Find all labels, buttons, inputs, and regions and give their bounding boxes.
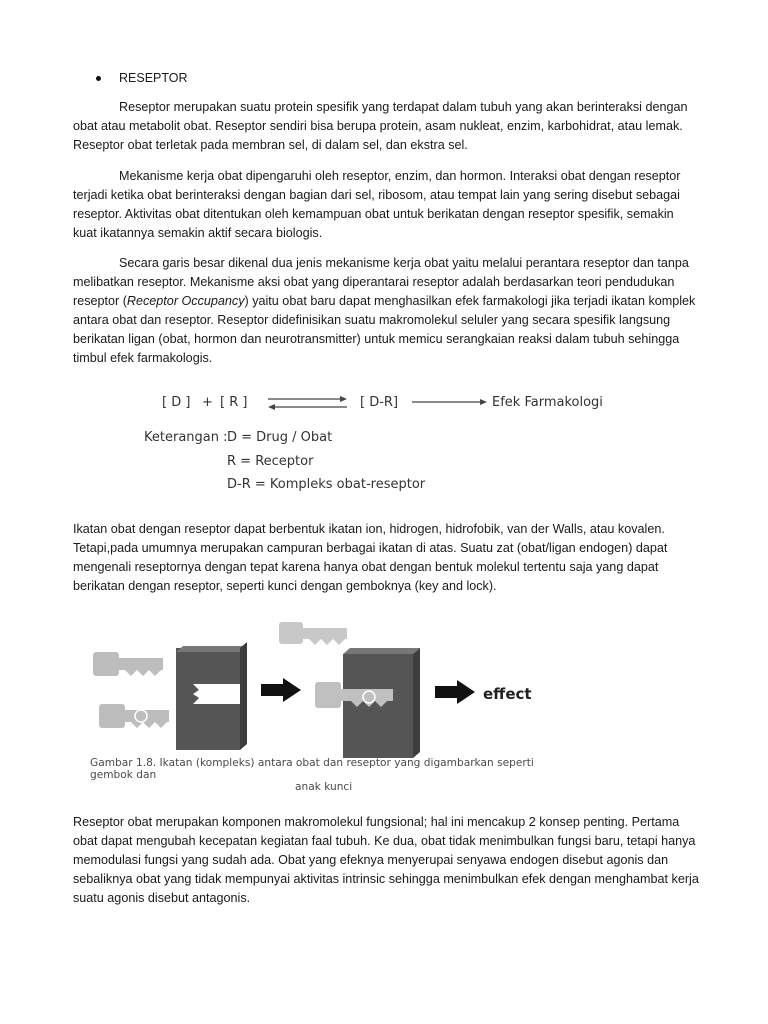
receptor-term: [ R ] (220, 395, 248, 410)
legend-item: D = Drug / Obat (227, 430, 333, 445)
effect-label: effect (483, 685, 532, 703)
paragraph-4-text: Ikatan obat dengan reseptor dapat berbentuk ikatan ion, hidrogen, hidrofobik, van der Walls, atau kovalen. Tetapi,pada umumnya merupakan campuran berbagai ikatan di atas. Suatu zat (obat/ligan endogen) dapat mengenali reseptornya dengan tepat karena hanya obat dengan bentuk molekul tertentu saja yang dapat berikatan dengan reseptor, seperti kunci dengan gemboknya (key and lock). (73, 522, 668, 593)
paragraph-4 (73, 520, 699, 596)
drug-term: [ D ] (162, 395, 191, 410)
effect-term: Efek Farmakologi (492, 395, 603, 410)
complex-term: [ D-R] (360, 395, 399, 410)
keterangan-label: Keterangan : (144, 430, 228, 445)
key-icon (279, 622, 347, 645)
legend-item: R = Receptor (227, 454, 314, 469)
key-icon (93, 652, 163, 676)
key-icon (99, 704, 169, 728)
arrow-icon (261, 678, 301, 702)
paragraph-3-emphasis: Receptor Occupancy (126, 294, 245, 308)
paragraph-3-text-b: ) yaitu obat baru dapat menghasilkan efek farmakologi jika terjadi ikatan komplek antara obat dan reseptor. Reseptor didefinisikan suatu makromolekul seluler yang secara spesifik langsung berikatan ligan (obat, hormon dan neurotransmitter) untuk memicu serangkaian reaksi dalam tubuh sehingga timbul efek farmakologis. (73, 294, 696, 365)
plus-sign: + (202, 395, 213, 410)
paragraph-3 (73, 254, 699, 368)
paragraph-2-text: Mekanisme kerja obat dipengaruhi oleh reseptor, enzim, dan hormon. Interaksi obat dengan reseptor terjadi ketika obat berinteraksi dengan bagian dari sel, ribosom, atau tempat lain yang sering disebut sebagai reseptor. Aktivitas obat ditentukan oleh kemampuan obat untuk berikatan dengan reseptor spesifik, semakin kuat ikatannya semakin aktif secara biologis. (73, 169, 681, 240)
heading-text: RESEPTOR (119, 71, 188, 85)
paragraph-1 (73, 98, 699, 155)
arrow-icon (435, 680, 475, 704)
paragraph-3-text-a: Secara garis besar dikenal dua jenis mekanisme kerja obat yaitu melalui perantara reseptor dan tanpa melibatkan reseptor. Mekanisme aksi obat yang diperantarai reseptor adalah berdasarkan teori pendudukan reseptor ( (73, 256, 689, 308)
key-lock-figure (73, 612, 555, 793)
figure-caption (90, 757, 560, 793)
paragraph-5-text: Reseptor obat merupakan komponen makromolekul fungsional; hal ini mencakup 2 konsep penting. Pertama obat dapat mengubah kecepatan kegiatan faal tubuh. Ke dua, obat tidak menimbulkan fungsi baru, tetapi hanya memodulasi fungsi yang sudah ada. Obat yang efeknya menyerupai senyawa endogen disebut agonis dan sebaliknya obat yang tidak mempunyai aktivitas intrinsic sehingga menimbulkan efek dengan menghambat kerja suatu agonis disebut antagonis. (73, 815, 699, 905)
section-heading (96, 69, 188, 87)
equation-figure (144, 383, 620, 495)
paragraph-2 (73, 167, 699, 243)
caption-line-1: Gambar 1.8. Ikatan (kompleks) antara obat dan reseptor yang digambarkan seperti gembok dan (90, 757, 534, 781)
legend-item: D-R = Kompleks obat-reseptor (227, 477, 426, 492)
paragraph-1-text: Reseptor merupakan suatu protein spesifik yang terdapat dalam tubuh yang akan berinteraksi dengan obat atau metabolit obat. Reseptor sendiri bisa berupa protein, asam nukleat, enzim, karbohidrat, atau lemak. Reseptor obat terletak pada membran sel, di dalam sel, dan ekstra sel. (73, 100, 688, 152)
lock-icon (176, 642, 247, 750)
caption-line-2: anak kunci (295, 781, 353, 793)
bullet-icon (96, 76, 101, 81)
paragraph-5 (73, 813, 699, 908)
